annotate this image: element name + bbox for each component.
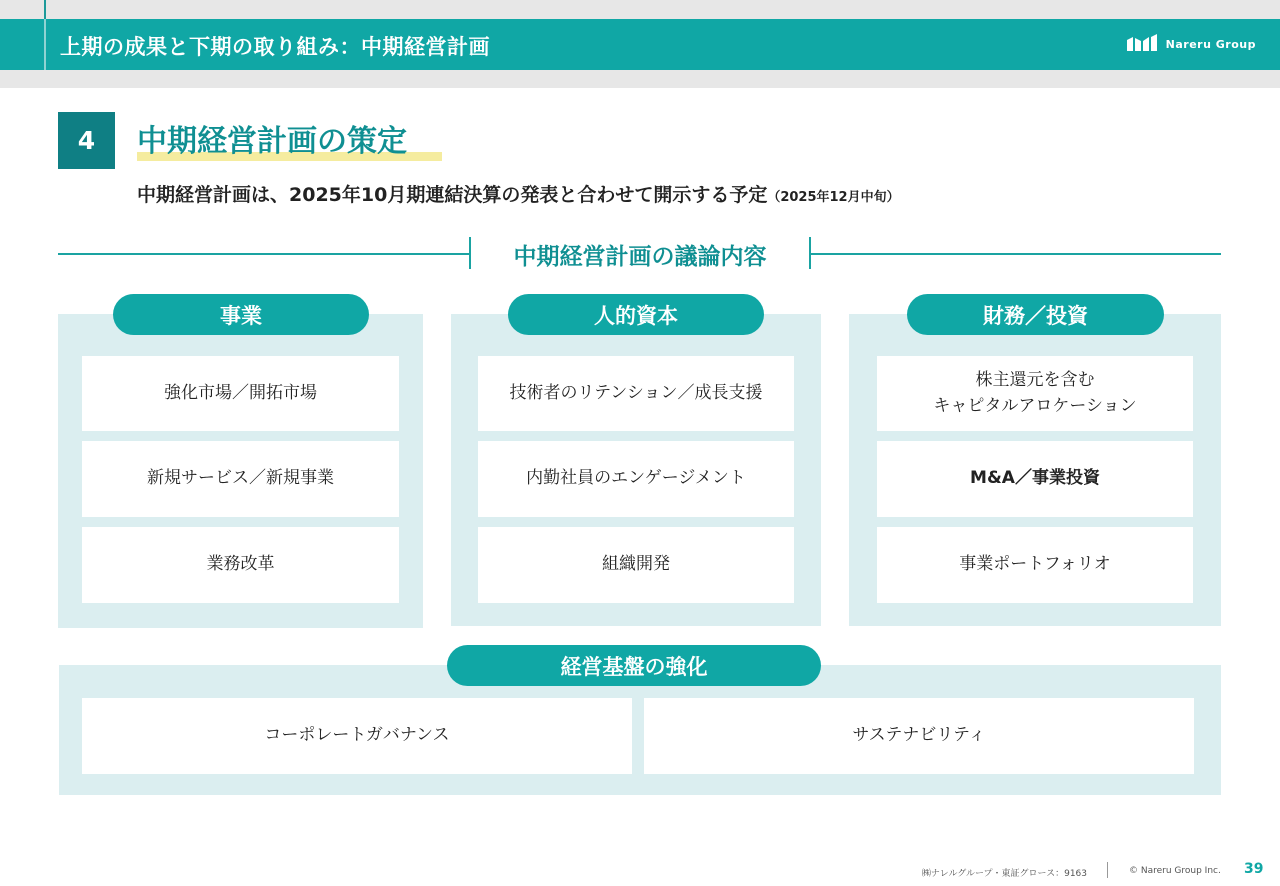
- subtitle-note: （2025年12月中旬）: [767, 190, 900, 205]
- topic-rule-left: [58, 253, 469, 255]
- top-strip-accent: [44, 0, 46, 19]
- top-strip: [0, 0, 1280, 19]
- pill-business: 事業: [113, 294, 369, 335]
- card-business-2: 新規サービス／新規事業: [82, 441, 399, 517]
- section-title: 中期経営計画の策定: [137, 124, 407, 159]
- footer-copyright: © Nareru Group Inc.: [1129, 866, 1221, 876]
- logo-text: Nareru Group: [1165, 37, 1256, 51]
- sub-bar: [0, 70, 1280, 88]
- page-title: 上期の成果と下期の取り組み：中期経営計画: [60, 35, 490, 59]
- footer-separator: [1107, 862, 1108, 878]
- section-title-wrap: [137, 116, 407, 160]
- section-number-badge: 4: [58, 112, 115, 169]
- card-business-1: 強化市場／開拓市場: [82, 356, 399, 431]
- header-bar: [0, 19, 1280, 70]
- card-foundation-2: サステナビリティ: [644, 698, 1194, 774]
- card-business-3: 業務改革: [82, 527, 399, 603]
- card-finance-1: 株主還元を含む キャピタルアロケーション: [877, 356, 1193, 431]
- card-human-3: 組織開発: [478, 527, 794, 603]
- pill-human-capital: 人的資本: [508, 294, 764, 335]
- pill-finance: 財務／投資: [907, 294, 1164, 335]
- logo-mark-icon: [1127, 34, 1161, 54]
- topic-bracket-right: [809, 237, 811, 269]
- page-number: 39: [1244, 861, 1264, 877]
- topic-heading: 中期経営計画の議論内容: [513, 244, 767, 270]
- brand-logo: [1127, 34, 1256, 54]
- card-human-1: 技術者のリテンション／成長支援: [478, 356, 794, 431]
- subtitle-main: 中期経営計画は、2025年10月期連結決算の発表と合わせて開示する予定: [137, 184, 768, 206]
- card-human-2: 内勤社員のエンゲージメント: [478, 441, 794, 517]
- card-finance-2: M&A／事業投資: [877, 441, 1193, 517]
- header-divider: [44, 19, 46, 70]
- footer-company: ㈱ナレルグループ・東証グロース：9163: [921, 869, 1087, 879]
- section-subtitle: [137, 180, 900, 207]
- topic-rule-right: [811, 253, 1221, 255]
- card-foundation-1: コーポレートガバナンス: [82, 698, 632, 774]
- card-finance-3: 事業ポートフォリオ: [877, 527, 1193, 603]
- pill-foundation: 経営基盤の強化: [447, 645, 821, 686]
